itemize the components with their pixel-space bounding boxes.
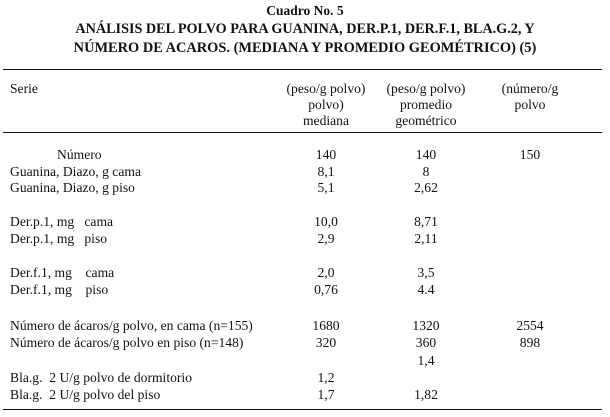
row-value-mediana: 10,0 [314, 214, 338, 229]
row-value-mediana: 140 [315, 147, 337, 162]
row-label: Bla.g. 2 U/g polvo de dormitorio [10, 370, 192, 385]
header-mediana-line-1: (peso/g polvo) [286, 81, 366, 96]
header-promedio-geometrico [380, 81, 472, 129]
row-value-promedio: 4.4 [417, 282, 435, 297]
row-value-mediana: 1,2 [317, 370, 335, 385]
row-value-mediana: 0,76 [314, 282, 338, 297]
row-value-mediana: 2,9 [317, 231, 335, 246]
row-value-promedio: 1320 [412, 318, 440, 333]
row-value-promedio: 2,11 [414, 231, 438, 246]
table-title-line-1: ANÁLISIS DEL POLVO PARA GUANINA, DER.P.1, DER.F.1, BLA.G.2, Y [75, 21, 535, 37]
table-title-line-2: NÚMERO DE ACAROS. (MEDIANA Y PROMEDIO GEOMÉTRICO) (5) [73, 40, 537, 56]
table-header-rule [3, 132, 602, 133]
row-value-numero: 150 [519, 147, 541, 162]
table-caption [0, 1, 610, 58]
row-value-promedio: 140 [415, 147, 437, 162]
row-label: Bla.g. 2 U/g polvo del piso [10, 387, 161, 402]
row-value-mediana: 8,1 [317, 164, 335, 179]
table-top-rule [3, 69, 602, 70]
header-mediana-line-3: mediana [302, 113, 350, 128]
row-label: Der.f.1, mg piso [10, 282, 109, 297]
row-value-mediana: 2,0 [317, 265, 335, 280]
row-value-mediana: 1680 [312, 318, 340, 333]
row-value-mediana: 320 [315, 335, 337, 350]
row-label: Der.p.1, mg cama [10, 214, 114, 229]
header-promedio-line-3: geométrico [395, 113, 457, 128]
row-value-promedio: 3,5 [417, 265, 435, 280]
header-mediana [280, 81, 372, 129]
header-numero [480, 81, 580, 113]
header-promedio-line-2: promedio [399, 97, 453, 112]
header-promedio-line-1: (peso/g polvo) [386, 81, 466, 96]
row-value-promedio: 360 [415, 335, 437, 350]
header-mediana-line-2: polvo) [308, 97, 344, 112]
row-value-promedio: 1,4 [417, 353, 435, 368]
row-label: Número de ácaros/g polvo en piso (n=148) [10, 335, 244, 350]
row-value-promedio: 1,82 [414, 387, 438, 402]
row-value-promedio: 8,71 [414, 214, 438, 229]
row-label: Der.f.1, mg cama [10, 265, 115, 280]
table-bottom-rule [3, 409, 602, 410]
row-label: Número [57, 147, 102, 162]
row-value-mediana: 1,7 [317, 387, 335, 402]
header-numero-line-2: polvo [514, 97, 546, 112]
row-label: Guanina, Diazo, g piso [10, 180, 135, 195]
row-label: Guanina, Diazo, g cama [10, 164, 141, 179]
row-value-promedio: 2,62 [414, 180, 438, 195]
header-numero-line-1: (número/g [501, 81, 559, 96]
table-number: Cuadro No. 5 [266, 3, 344, 18]
row-label: Número de ácaros/g polvo, en cama (n=155) [10, 318, 253, 333]
header-serie: Serie [10, 81, 38, 96]
row-value-numero: 898 [519, 335, 541, 350]
row-label: Der.p.1, mg piso [10, 231, 108, 246]
row-value-promedio: 8 [422, 164, 430, 179]
row-value-numero: 2554 [516, 318, 544, 333]
row-value-mediana: 5,1 [317, 180, 335, 195]
